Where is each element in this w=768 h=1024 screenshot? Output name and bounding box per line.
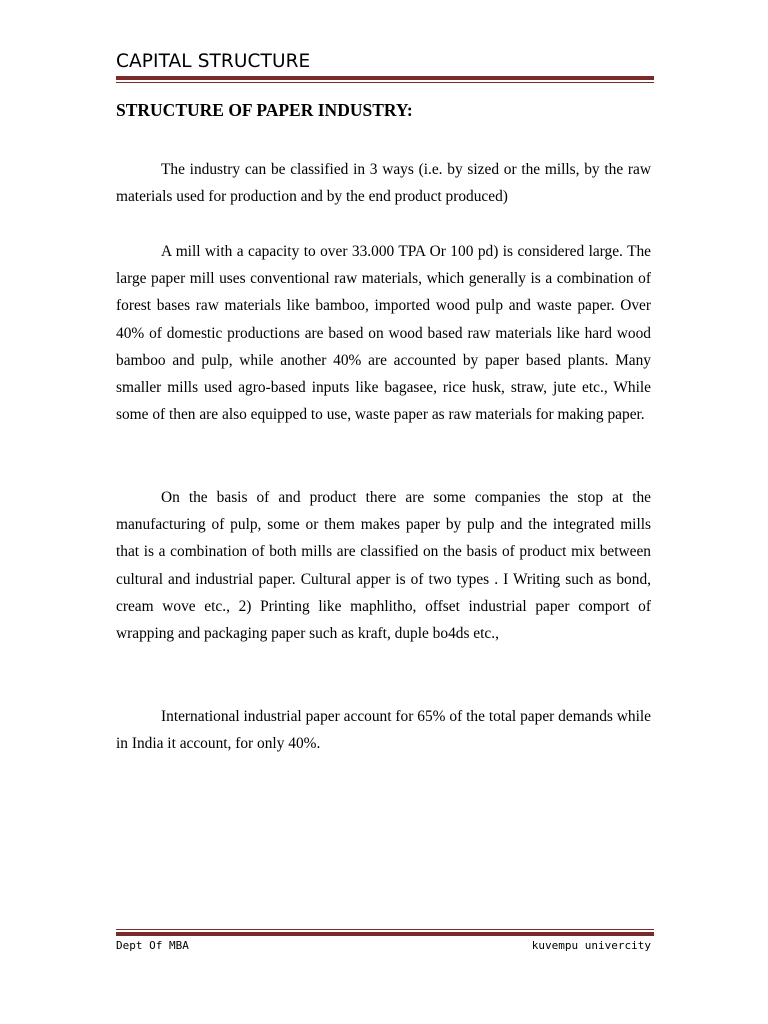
paragraph-3: On the basis of and product there are some companies the stop at the manufacturing of pulp, some or them makes paper by pulp and the integrated mills that is a combination of both mills are classified on the basis of product mix between cultural and industrial paper. Cultural apper is of two types . I Writing such as bond, cream wove etc., 2) Printing like maphlitho, offset industrial paper comport of wrapping and packaging paper such as kraft, duple bo4ds etc.,: [116, 489, 651, 643]
footer-rule-thick: [116, 932, 654, 936]
footer-department: Dept Of MBA: [116, 939, 189, 952]
footer-university: kuvempu univercity: [531, 939, 651, 952]
paragraph-2: A mill with a capacity to over 33.000 TPA Or 100 pd) is considered large. The large paper mill uses conventional raw materials, which generally is a combination of forest bases raw materials like bamboo, imported wood pulp and waste paper. Over 40% of domestic productions are based on wood based raw materials like hard wood bamboo and pulp, while another 40% are accounted by paper based plants. Many smaller mills used agro-based inputs like bagasee, rice husk, straw, jute etc., While some of then are also equipped to use, waste paper as raw materials for making paper.: [116, 243, 651, 424]
section-heading: STRUCTURE OF PAPER INDUSTRY:: [116, 100, 413, 120]
paragraph-1: The industry can be classified in 3 ways (i.e. by sized or the mills, by the raw materials used for production and by the end product produced): [116, 161, 651, 206]
paragraph-4: International industrial paper account for 65% of the total paper demands while in India it account, for only 40%.: [116, 708, 651, 753]
footer-rule-thin: [116, 929, 654, 930]
header-rule-thin: [116, 82, 654, 83]
running-header-title: CAPITAL STRUCTURE: [116, 51, 311, 72]
header-rule-thick: [116, 76, 654, 80]
